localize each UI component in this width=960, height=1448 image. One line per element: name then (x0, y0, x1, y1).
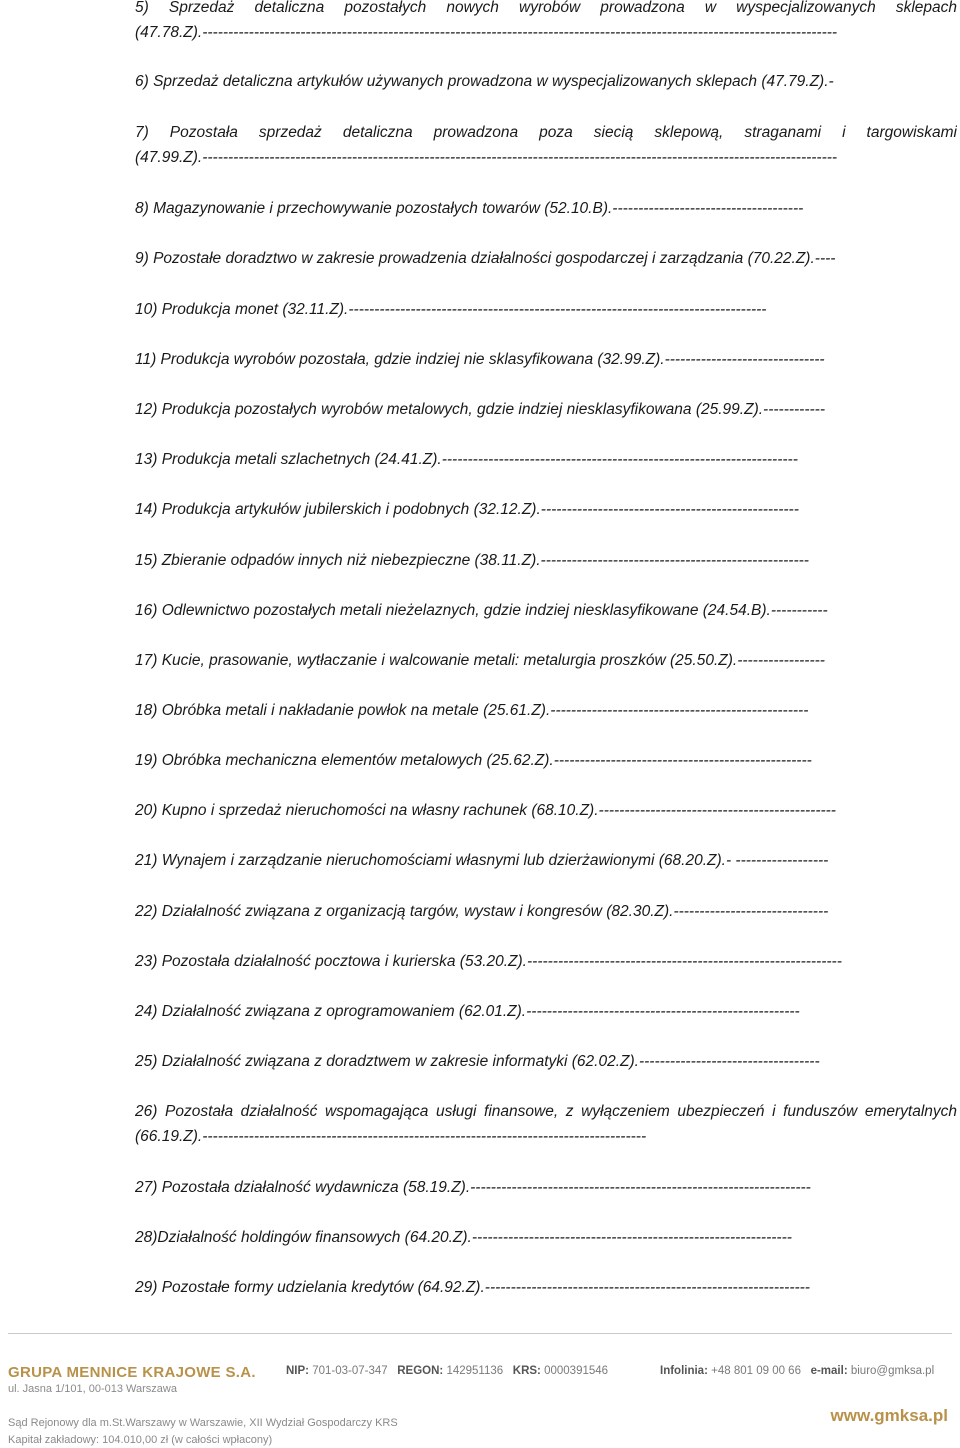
krs-label: KRS: (512, 1365, 541, 1377)
list-item-20: 20) Kupno i sprzedaż nieruchomości na własny rachunek (68.10.Z).---------------------------------------------- (135, 802, 836, 819)
regon-value: 142951136 (446, 1365, 504, 1377)
company-address: ul. Jasna 1/101, 00-013 Warszawa (8, 1383, 177, 1395)
company-identifiers (286, 1365, 608, 1377)
list-item-16: 16) Odlewnictwo pozostałych metali nieżelaznych, gdzie indziej niesklasyfikowane (24.54.B).----------- (135, 602, 828, 619)
list-item-15: 15) Zbieranie odpadów innych niż niebezpieczne (38.11.Z).---------------------------------------------------- (135, 552, 809, 569)
nip-label: NIP: (286, 1365, 309, 1377)
page-footer (0, 1340, 960, 1448)
list-item-22: 22) Działalność związana z organizacją targów, wystaw i kongresów (82.30.Z).------------------------------ (135, 903, 829, 920)
list-item-24: 24) Działalność związana z oprogramowaniem (62.01.Z).----------------------------------------------------- (135, 1003, 800, 1020)
footer-divider (8, 1333, 952, 1334)
share-capital: Kapitał zakładowy: 104.010,00 zł (w całości wpłacony) (8, 1434, 273, 1446)
list-item-8: 8) Magazynowanie i przechowywanie pozostałych towarów (52.10.B).------------------------------------- (135, 200, 804, 217)
company-name: GRUPA MENNICE KRAJOWE S.A. (8, 1364, 256, 1381)
list-item-19: 19) Obróbka mechaniczna elementów metalowych (25.62.Z).-------------------------------------------------- (135, 752, 812, 769)
email-label: e-mail: (810, 1365, 848, 1377)
list-item-21: 21) Wynajem i zarządzanie nieruchomościami własnymi lub dzierżawionymi (68.20.Z).- ------------------ (135, 852, 829, 869)
court-registration: Sąd Rejonowy dla m.St.Warszawy w Warszawie, XII Wydział Gospodarczy KRS (8, 1417, 398, 1429)
list-item-7: 7) Pozostała sprzedaż detaliczna prowadzona poza siecią sklepową, straganami i targowiskami (47.99.Z).--------------------------------------------------------------------------------------------------------------------------- (135, 124, 957, 166)
krs-value: 0000391546 (544, 1365, 609, 1377)
list-item-25: 25) Działalność związana z doradztwem w zakresie informatyki (62.02.Z).----------------------------------- (135, 1053, 820, 1070)
list-item-23: 23) Pozostała działalność pocztowa i kurierska (53.20.Z).------------------------------------------------------------- (135, 953, 842, 970)
list-item-12: 12) Produkcja pozostałych wyrobów metalowych, gdzie indziej niesklasyfikowana (25.99.Z).------------ (135, 401, 825, 418)
list-item-9: 9) Pozostałe doradztwo w zakresie prowadzenia działalności gospodarczej i zarządzania (70.22.Z).---- (135, 250, 836, 267)
list-item-10: 10) Produkcja monet (32.11.Z).--------------------------------------------------------------------------------- (135, 301, 767, 318)
nip-value: 701-03-07-347 (312, 1365, 388, 1377)
list-item-27: 27) Pozostała działalność wydawnicza (58.19.Z).------------------------------------------------------------------ (135, 1179, 811, 1196)
list-item-14: 14) Produkcja artykułów jubilerskich i podobnych (32.12.Z).-------------------------------------------------- (135, 501, 799, 518)
company-contact (660, 1365, 934, 1377)
list-item-18: 18) Obróbka metali i nakładanie powłok na metale (25.61.Z).-------------------------------------------------- (135, 702, 809, 719)
list-item-26: 26) Pozostała działalność wspomagająca usługi finansowe, z wyłączeniem ubezpieczeń i funduszów emerytalnych (66.19.Z).-------------------------------------------------------------------------------------- (135, 1103, 957, 1145)
infolinia-value: +48 801 09 00 66 (711, 1365, 801, 1377)
email-link[interactable]: biuro@gmksa.pl (850, 1365, 935, 1377)
list-item-6: 6) Sprzedaż detaliczna artykułów używanych prowadzona w wyspecjalizowanych sklepach (47.79.Z).- (135, 73, 834, 90)
list-item-5: 5) Sprzedaż detaliczna pozostałych nowych wyrobów prowadzona w wyspecjalizowanych sklepach (47.78.Z).--------------------------------------------------------------------------------------------------------------------------- (135, 0, 957, 41)
infolinia-label: Infolinia: (660, 1365, 708, 1377)
website-link[interactable]: www.gmksa.pl (830, 1406, 948, 1425)
list-item-29: 29) Pozostałe formy udzielania kredytów (64.92.Z).--------------------------------------------------------------- (135, 1279, 810, 1296)
list-item-11: 11) Produkcja wyrobów pozostała, gdzie indziej nie sklasyfikowana (32.99.Z).------------------------------- (135, 351, 825, 368)
regon-label: REGON: (397, 1365, 444, 1377)
list-item-13: 13) Produkcja metali szlachetnych (24.41.Z).--------------------------------------------------------------------- (135, 451, 798, 468)
list-item-17: 17) Kucie, prasowanie, wytłaczanie i walcowanie metali: metalurgia proszków (25.50.Z).----------------- (135, 652, 825, 669)
list-item-28: 28)Działalność holdingów finansowych (64.20.Z).-------------------------------------------------------------- (135, 1229, 792, 1246)
